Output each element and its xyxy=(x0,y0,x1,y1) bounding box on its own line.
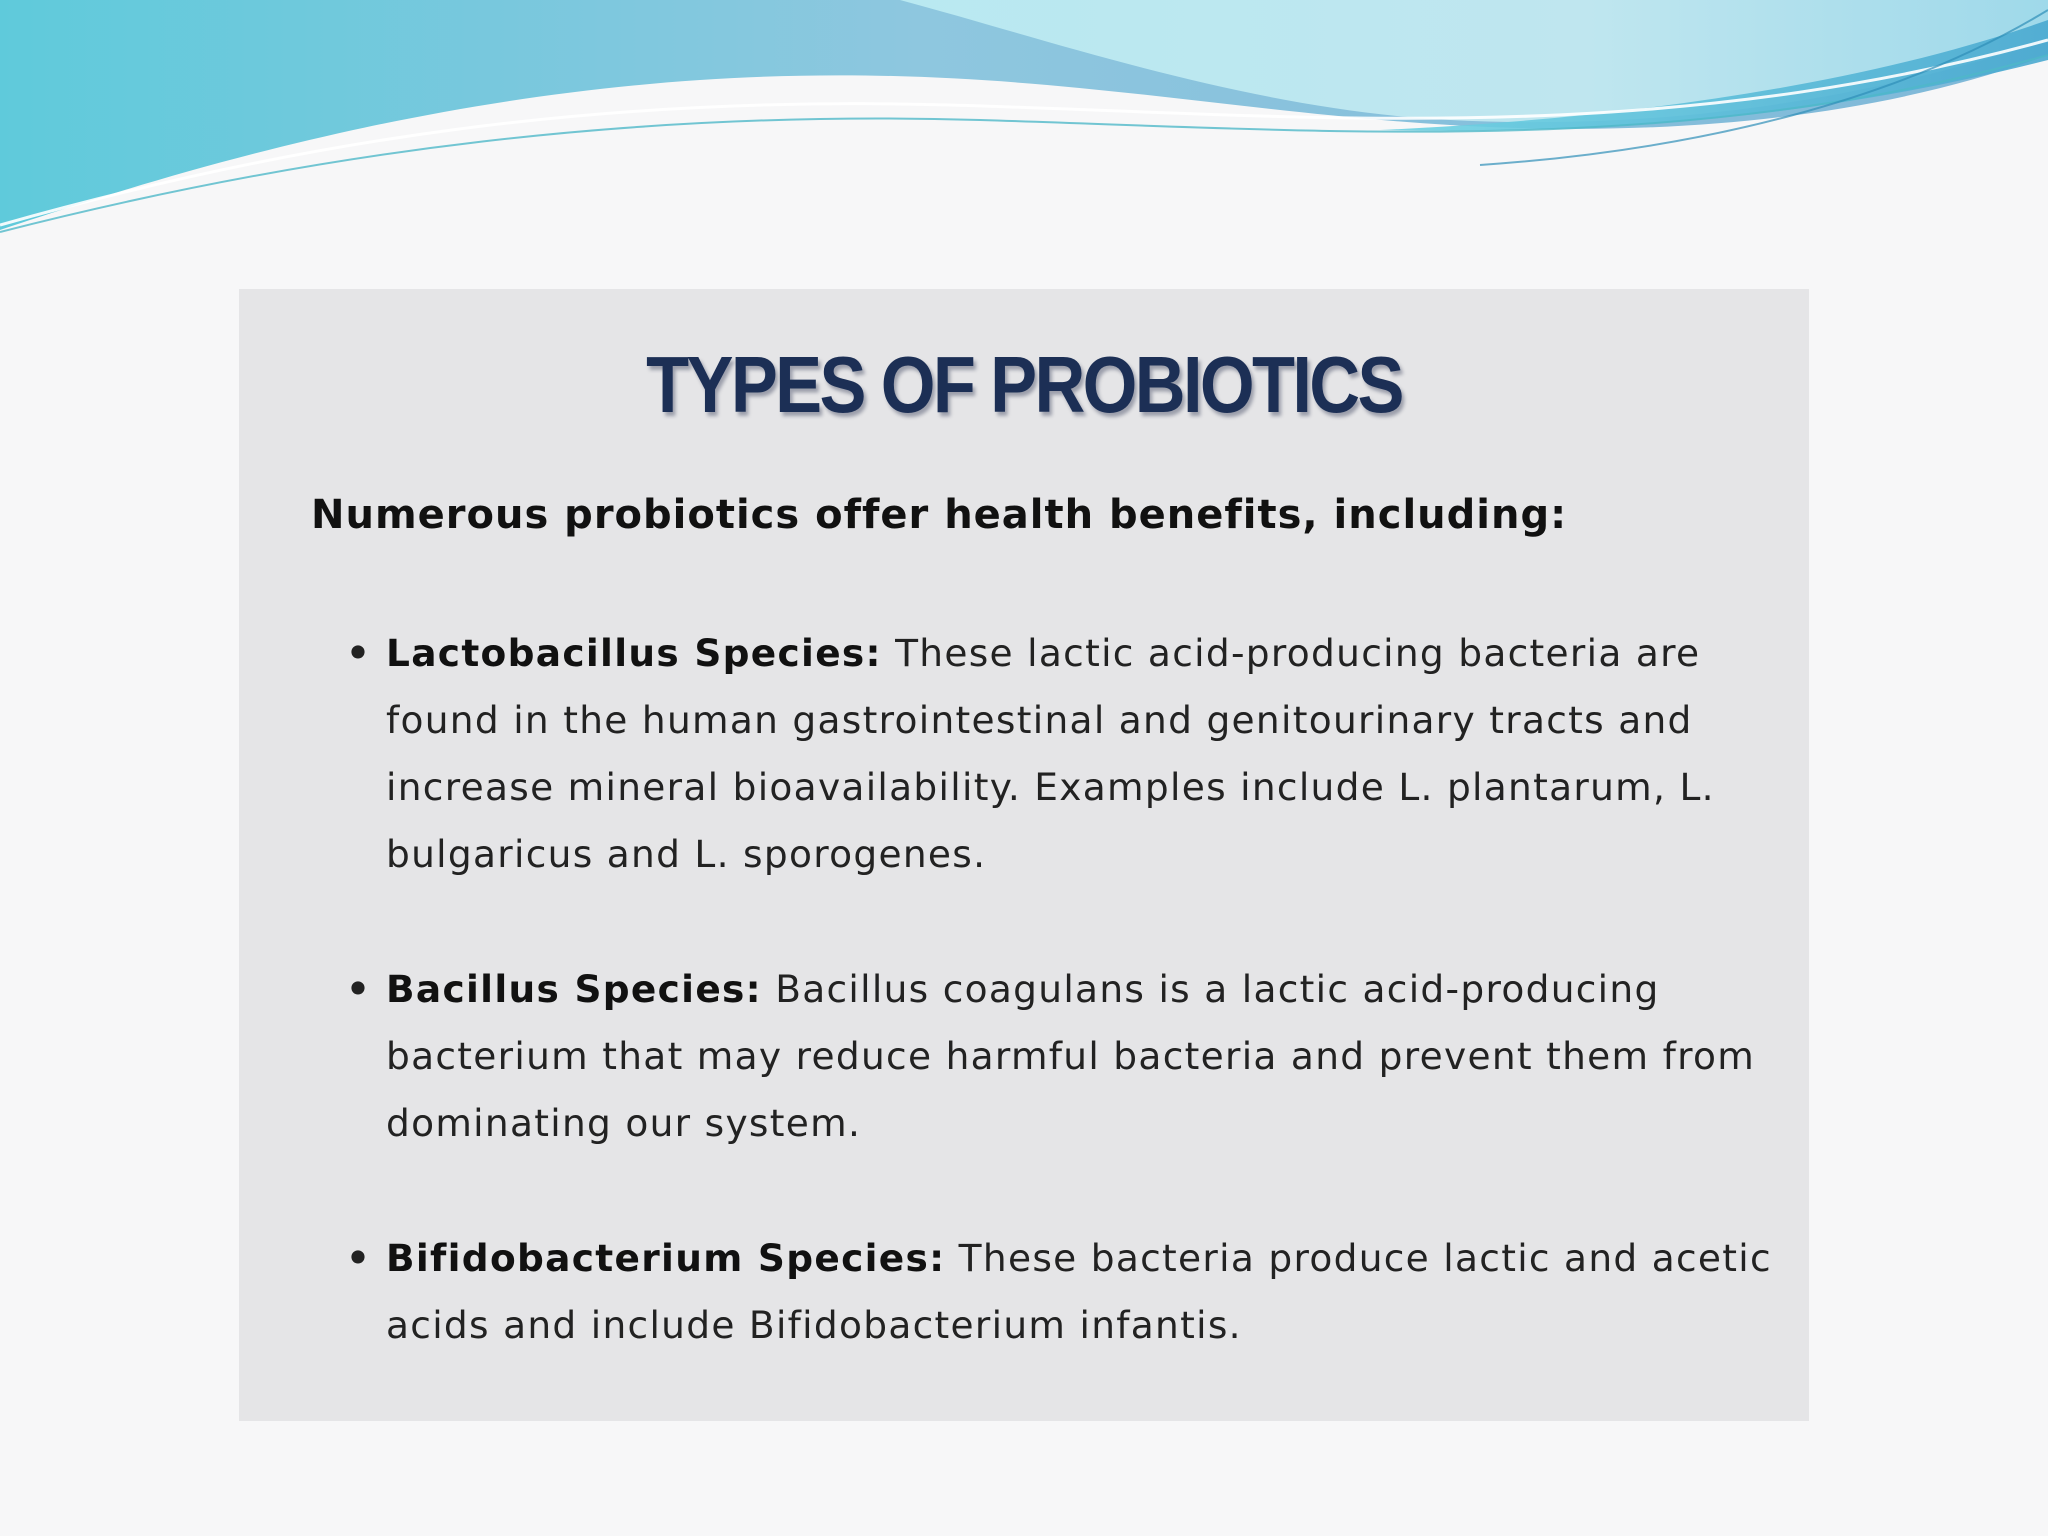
intro-text: Numerous probiotics offer health benefits, including: xyxy=(311,492,1568,538)
item-term: Bacillus Species: xyxy=(386,967,762,1011)
list-item-bacillus xyxy=(346,956,1776,1157)
content-panel xyxy=(239,289,1809,1421)
list-item-bifidobacterium xyxy=(346,1225,1776,1359)
bullet-icon: • xyxy=(346,631,372,675)
bullet-icon: • xyxy=(346,967,372,1011)
slide-title: TYPES OF PROBIOTICS xyxy=(646,340,1402,429)
item-term: Bifidobacterium Species: xyxy=(386,1236,946,1280)
header-wave-decoration xyxy=(0,0,2048,240)
list-item-lactobacillus xyxy=(346,620,1776,888)
bullet-icon: • xyxy=(346,1236,372,1280)
item-description: Bacillus coagulans is a lactic acid-producing bacterium that may reduce harmful bacteria and prevent them from dominating our system. xyxy=(386,967,1756,1145)
item-description: These bacteria produce lactic and acetic acids and include Bifidobacterium infantis. xyxy=(386,1236,1772,1347)
item-term: Lactobacillus Species: xyxy=(386,631,882,675)
item-description: These lactic acid-producing bacteria are found in the human gastrointestinal and genitourinary tracts and increase mineral bioavailability. Examples include L. plantarum, L. bulgaricus and L. sporogenes. xyxy=(386,631,1715,876)
